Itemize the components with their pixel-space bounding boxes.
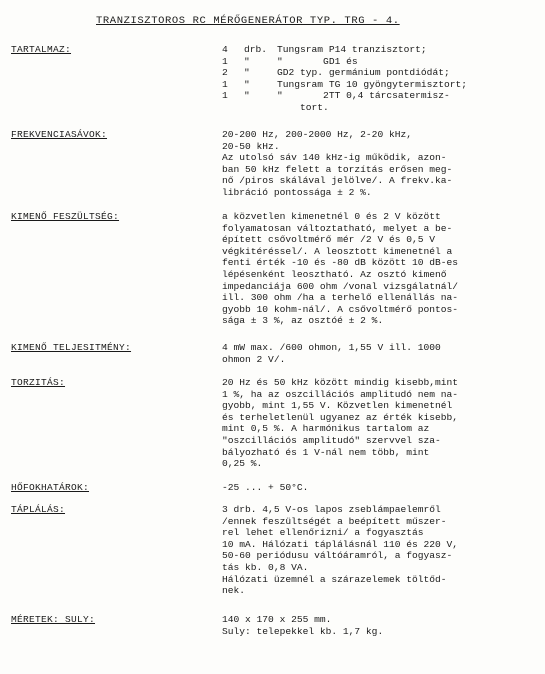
temperature-label: HŐFOKHATÁROK: xyxy=(11,482,90,493)
contents-qty: 2 xyxy=(222,67,228,79)
frequency-line: 20-200 Hz, 200-2000 Hz, 2-20 kHz, xyxy=(222,129,412,140)
output-voltage-line: ill. 300 ohm /ha a terhelő ellenállás na- xyxy=(222,292,459,304)
distortion-label: TORZITÁS: xyxy=(11,377,66,388)
contents-qty: 1 xyxy=(222,55,228,67)
frequency-line: ban 50 kHz felett a torzítás erősen meg- xyxy=(222,163,453,175)
distortion-line: mint 0,5 %. A harmónikus tartalom az xyxy=(222,423,430,435)
distortion-text xyxy=(222,377,537,470)
frequency-line: Az utolsó sáv 140 kHz-ig működik, azon- xyxy=(222,152,447,164)
distortion-line: "oszcillációs amplitudó" szervvel sza- xyxy=(222,434,441,446)
frequency-text xyxy=(222,129,537,199)
power-supply-line: 3 drb. 4,5 V-os lapos zseblámpaelemről xyxy=(222,504,441,515)
output-power-label: KIMENŐ TELJESITMÉNY: xyxy=(11,342,132,353)
contents-desc: Tungsram P14 tranzisztort; xyxy=(277,44,427,55)
contents-qty: 1 xyxy=(222,90,228,102)
power-supply-line: rel lehet ellenőrizni/ a fogyasztás xyxy=(222,527,424,539)
frequency-line: 20-50 kHz. xyxy=(222,140,280,152)
power-supply-line: 50-60 periódusu váltóáramról, a fogyasz- xyxy=(222,550,453,562)
output-power-text xyxy=(222,342,537,365)
contents-desc: tort. xyxy=(300,101,329,113)
distortion-line: 1 %, ha az oszcillációs amplitudó nem na- xyxy=(222,388,459,400)
contents-desc: Tungsram TG 10 gyöngytermisztort; xyxy=(277,78,467,90)
output-voltage-line: épített csővoltmérő mér /2 V és 0,5 V xyxy=(222,234,436,246)
contents-unit: " xyxy=(244,55,250,67)
output-voltage-label: KIMENŐ FESZÜLTSÉG: xyxy=(11,211,120,222)
dimensions-label: MÉRETEK: SULY: xyxy=(11,614,96,625)
frequency-line: nő /piros skálával jelölve/. A frekv.ka- xyxy=(222,175,453,187)
contents-desc: " GD1 és xyxy=(277,55,358,67)
distortion-line: és terheletlenül ugyanez az érték kisebb, xyxy=(222,411,459,423)
dimensions-text xyxy=(222,614,537,637)
contents-unit: drb. xyxy=(244,44,268,55)
contents-qty: 4 xyxy=(222,44,228,55)
contents-label: TARTALMAZ: xyxy=(11,44,72,55)
contents-desc: GD2 typ. germánium pontdiódát; xyxy=(277,67,450,79)
contents-desc: " 2TT 0,4 tárcsatermisz- xyxy=(277,90,450,102)
temperature-line: -25 ... + 50°C. xyxy=(222,482,309,493)
output-power-line: 4 mW max. /600 ohmon, 1,55 V ill. 1000 xyxy=(222,342,441,353)
output-voltage-line: sága ± 3 %, az osztóé ± 2 %. xyxy=(222,315,384,327)
contents-qty: 1 xyxy=(222,78,228,90)
output-voltage-line: lépésenként leosztható. Az osztó kimenő xyxy=(222,268,447,280)
dimensions-line: 140 x 170 x 255 mm. xyxy=(222,614,332,625)
distortion-line: 20 Hz és 50 kHz között mindig kisebb,mint xyxy=(222,377,459,388)
power-supply-line: tás kb. 0,8 VA. xyxy=(222,561,309,573)
power-supply-label: TÁPLÁLÁS: xyxy=(11,504,66,515)
output-voltage-line: a közvetlen kimenetnél 0 és 2 V között xyxy=(222,211,441,222)
distortion-line: bályozható és 1 V-nál nem több, mint xyxy=(222,446,430,458)
dimensions-line: Suly: telepekkel kb. 1,7 kg. xyxy=(222,625,384,637)
power-supply-line: Hálózati üzemnél a szárazelemek töltőd- xyxy=(222,573,447,585)
temperature-text xyxy=(222,482,537,494)
output-voltage-line: impedanciája 600 ohm /vonal vizsgálatnál/ xyxy=(222,280,459,292)
output-voltage-line: fenti érték -10 és -80 dB között 10 dB-es xyxy=(222,257,459,269)
contents-unit: " xyxy=(244,78,250,90)
frequency-line: libráció pontossága ± 2 %. xyxy=(222,186,372,198)
distortion-line: 0,25 %. xyxy=(222,458,263,470)
power-supply-line: /ennek feszültségét a beépített műszer- xyxy=(222,515,447,527)
power-supply-text xyxy=(222,504,537,597)
document-title: TRANZISZTOROS RC MÉRŐGENERÁTOR TYP. TRG - 4. xyxy=(96,15,400,27)
output-voltage-line: folyamatosan változtatható, melyet a be- xyxy=(222,222,453,234)
contents-unit: " xyxy=(244,90,250,102)
frequency-label: FREKVENCIASÁVOK: xyxy=(11,129,108,140)
output-voltage-line: végkitéréssel/. A leosztott kimenetnél a xyxy=(222,245,453,257)
output-voltage-text xyxy=(222,211,537,327)
contents-unit: " xyxy=(244,67,250,79)
power-supply-line: 10 mA. Hálózati táplálásnál 110 és 220 V, xyxy=(222,538,459,550)
output-voltage-line: gyobb 10 kohm-nál/. A csővoltmérő pontos- xyxy=(222,303,459,315)
output-power-line: ohmon 2 V/. xyxy=(222,353,286,365)
power-supply-line: nek. xyxy=(222,585,246,597)
distortion-line: gyobb, mint 1,55 V. Közvetlen kimenetnél xyxy=(222,400,453,412)
